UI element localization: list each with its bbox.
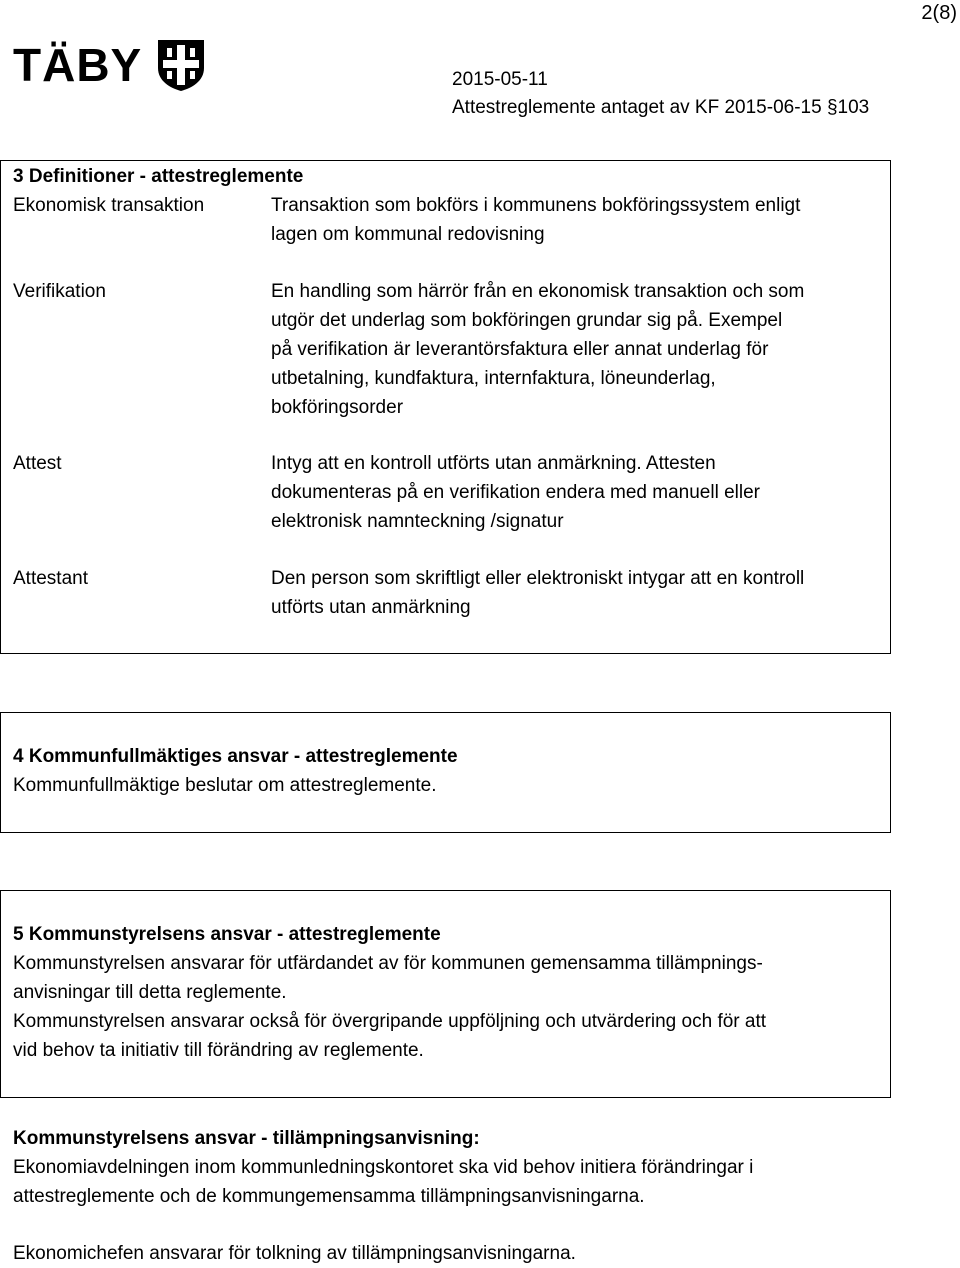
definition-line: Intyg att en kontroll utförts utan anmärkning. Attesten: [271, 453, 716, 474]
taby-logo: [13, 38, 206, 92]
definition-line: lagen om kommunal redovisning: [271, 224, 545, 245]
page-number: 2(8): [921, 2, 957, 24]
section-4-body: Kommunfullmäktige beslutar om attestreglemente.: [13, 775, 437, 796]
logo-wordmark: TÄBY: [13, 39, 143, 91]
definition-ekonomisk-transaktion: [271, 191, 883, 249]
definition-line: dokumenteras på en verifikation endera med manuell eller: [271, 482, 760, 503]
definition-verifikation: [271, 277, 883, 422]
definition-line: utgör det underlag som bokföringen grundar sig på. Exempel: [271, 310, 783, 331]
definition-attest: [271, 449, 883, 536]
term-attestant: Attestant: [13, 568, 88, 589]
section-6-final: Ekonomichefen ansvarar för tolkning av tillämpningsanvisningarna.: [13, 1243, 576, 1264]
body-line: attestreglemente och de kommungemensamma tillämpningsanvisningarna.: [13, 1186, 645, 1207]
definition-line: på verifikation är leverantörsfaktura eller annat underlag för: [271, 339, 769, 360]
section-6-heading: Kommunstyrelsens ansvar - tillämpningsanvisning:: [13, 1128, 480, 1149]
definition-line: elektronisk namnteckning /signatur: [271, 511, 564, 532]
shield-cross-icon: [156, 38, 206, 92]
section-6-body: [13, 1153, 883, 1211]
body-line: Kommunstyrelsen ansvarar också för övergripande uppföljning och utvärdering och för att: [13, 1011, 767, 1032]
section-4-box: [0, 712, 891, 833]
term-verifikation: Verifikation: [13, 281, 106, 302]
document-date: 2015-05-11: [452, 69, 548, 90]
definition-line: utförts utan anmärkning: [271, 597, 471, 618]
definition-line: bokföringsorder: [271, 397, 404, 418]
section-5-body: [13, 949, 883, 1065]
definition-line: Den person som skriftligt eller elektroniskt intygar att en kontroll: [271, 568, 805, 589]
term-ekonomisk-transaktion: Ekonomisk transaktion: [13, 195, 205, 216]
section-5-heading: 5 Kommunstyrelsens ansvar - attestreglemente: [13, 924, 441, 945]
body-line: Ekonomiavdelningen inom kommunledningskontoret ska vid behov initiera förändringar i: [13, 1157, 754, 1178]
definition-line: Transaktion som bokförs i kommunens bokföringssystem enligt: [271, 195, 801, 216]
definition-line: En handling som härrör från en ekonomisk transaktion och som: [271, 281, 805, 302]
term-attest: Attest: [13, 453, 62, 474]
definition-line: utbetalning, kundfaktura, internfaktura, löneunderlag,: [271, 368, 716, 389]
body-line: anvisningar till detta reglemente.: [13, 982, 287, 1003]
section-4-heading: 4 Kommunfullmäktiges ansvar - attestreglemente: [13, 746, 458, 767]
section-5-box: [0, 890, 891, 1098]
document-note: Attestreglemente antaget av KF 2015-06-15 §103: [452, 97, 870, 118]
body-line: vid behov ta initiativ till förändring av reglemente.: [13, 1040, 424, 1061]
definition-attestant: [271, 564, 883, 622]
body-line: Kommunstyrelsen ansvarar för utfärdandet av för kommunen gemensamma tillämpnings-: [13, 953, 763, 974]
definitions-box: [0, 160, 891, 654]
section-3-heading: 3 Definitioner - attestreglemente: [13, 166, 304, 187]
